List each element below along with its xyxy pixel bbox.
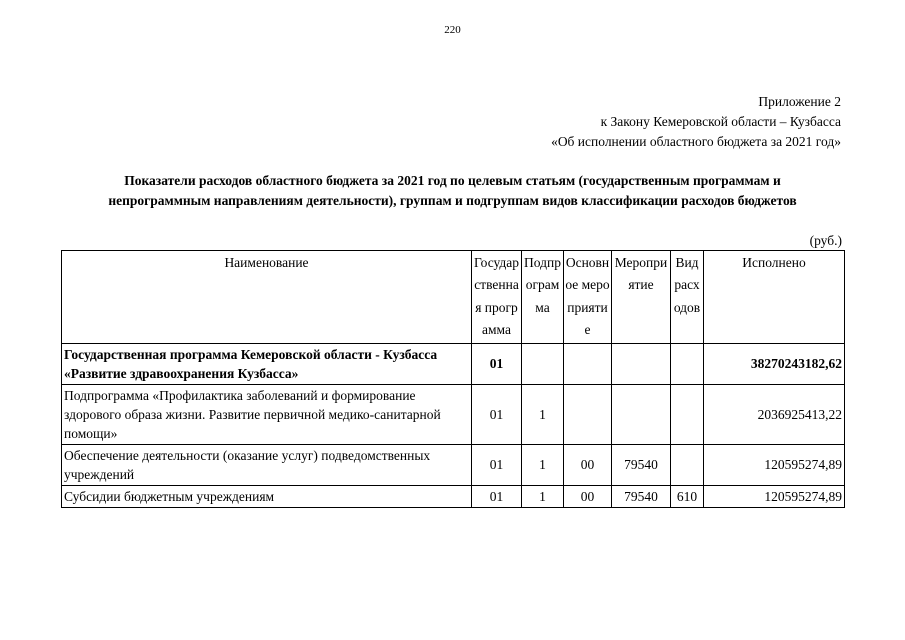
row-event: 79540 [612,444,671,485]
header-subprogram: Подпрограмма [522,251,564,344]
row-name: Субсидии бюджетным учреждениям [62,485,472,507]
budget-table [61,250,845,508]
table-header-row [62,251,845,344]
table-row [62,444,845,485]
appendix-header [551,92,841,152]
row-subprogram: 1 [522,444,564,485]
document-title-line-2: непрограммным направлениям деятельности), группам и подгруппам видов классификации расходов бюджетов [108,193,797,208]
document-title-line-1: Показатели расходов областного бюджета за 2021 год по целевым статьям (государственным программам и [124,173,781,188]
row-expense-type [671,444,704,485]
page-number: 220 [444,24,461,36]
appendix-line-1: Приложение 2 [758,94,841,109]
row-program: 01 [472,485,522,507]
header-program: Государственная программа [472,251,522,344]
header-expense-type: Вид расходов [671,251,704,344]
row-expense-type [671,343,704,384]
currency-unit: (руб.) [809,233,842,248]
header-name: Наименование [62,251,472,344]
row-main-event: 00 [564,485,612,507]
row-executed: 120595274,89 [704,444,845,485]
document-title [60,171,845,211]
row-executed: 120595274,89 [704,485,845,507]
appendix-line-3: «Об исполнении областного бюджета за 2021 год» [551,134,841,149]
row-name: Подпрограмма «Профилактика заболеваний и формирование здорового образа жизни. Развитие первичной медико-санитарной помощи» [62,384,472,444]
table-row [62,485,845,507]
row-name: Обеспечение деятельности (оказание услуг) подведомственных учреждений [62,444,472,485]
row-event [612,384,671,444]
row-main-event [564,384,612,444]
row-subprogram: 1 [522,384,564,444]
header-event: Мероприятие [612,251,671,344]
table-row [62,343,845,384]
row-subprogram [522,343,564,384]
row-executed: 2036925413,22 [704,384,845,444]
row-executed: 38270243182,62 [704,343,845,384]
table-row [62,384,845,444]
header-executed: Исполнено [704,251,845,344]
appendix-line-2: к Закону Кемеровской области – Кузбасса [600,114,841,129]
row-event: 79540 [612,485,671,507]
header-main-event: Основное мероприятие [564,251,612,344]
row-subprogram: 1 [522,485,564,507]
row-program: 01 [472,444,522,485]
row-name: Государственная программа Кемеровской области - Кузбасса «Развитие здравоохранения Кузбасса» [62,343,472,384]
row-main-event [564,343,612,384]
row-program: 01 [472,343,522,384]
row-program: 01 [472,384,522,444]
row-main-event: 00 [564,444,612,485]
row-expense-type: 610 [671,485,704,507]
row-event [612,343,671,384]
row-expense-type [671,384,704,444]
